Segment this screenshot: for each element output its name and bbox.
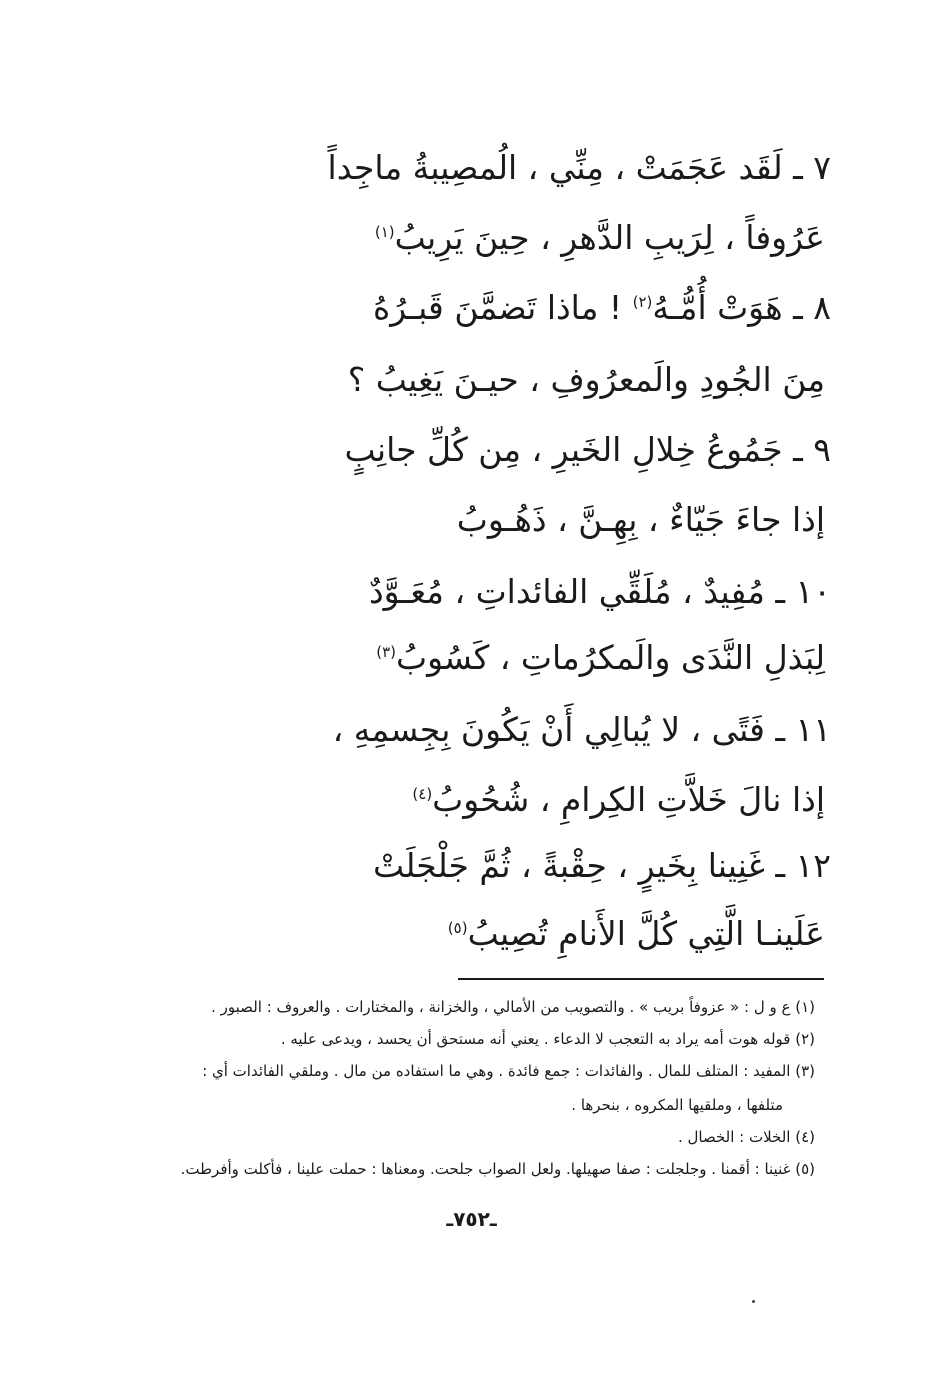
verse-text: عَلَينـا الَّتِي كُلَّ الأَنامِ تُصِيبُ <box>467 914 825 953</box>
footnote-continuation: متلفها ، وملقيها المكروه ، بنحرها . <box>571 1096 783 1114</box>
verse-line <box>333 708 831 752</box>
verse-line <box>375 216 825 260</box>
page-number: ـ٧٥٢ـ <box>446 1207 497 1231</box>
footnote-marker: (٤) <box>412 785 433 803</box>
footnote-marker: (٢) <box>632 293 653 311</box>
verse-line <box>345 428 832 472</box>
footnote: (٤) الخلات : الخصال . <box>677 1128 815 1146</box>
footnote: (٢) قوله هوت أمه يراد به التعجب لا الدعاء . يعني أنه مستحق أن يحسد ، ويدعى عليه . <box>280 1030 815 1048</box>
verse-text: ٨ ـ هَوَتْ أُمُّـهُ <box>652 288 831 327</box>
verse-line <box>373 844 831 888</box>
verse-line <box>448 912 825 956</box>
verse-line <box>369 570 831 614</box>
verse-text-continuation: ! ماذا تَضمَّنَ قَبـرُهُ <box>372 288 633 327</box>
footnote-marker: (٣) <box>376 643 397 661</box>
verse-text: مِنَ الجُودِ والَمعرُوفِ ، حيـنَ يَغِيبُ ؟ <box>347 360 825 399</box>
verse-text: ١٠ ـ مُفِيدٌ ، مُلَقِّي الفائداتِ ، مُعَـوَّدٌ <box>368 572 831 611</box>
verse-text: ١١ ـ فَتًى ، لا يُبالِي أَنْ يَكُونَ بِجِسمِهِ ، <box>332 710 831 749</box>
footnote: (٣) المفيد : المتلف للمال . والفائدات : جمع فائدة . وهي ما استفاده من مال . وملقي الفائدات أي : <box>202 1062 815 1080</box>
verse-text: عَرُوفاً ، لِرَيبِ الدَّهرِ ، حِينَ يَرِيبُ <box>394 218 825 257</box>
footnote-divider <box>458 978 824 980</box>
verse-line <box>328 146 831 190</box>
verse-text: إذا نالَ خَلاَّتِ الكِرامِ ، شُحُوبُ <box>432 780 825 819</box>
verse-text: لِبَذلِ النَّدَى والَمكرُماتِ ، كَسُوبُ <box>396 638 825 677</box>
verse-line <box>373 286 831 330</box>
verse-line <box>376 636 825 680</box>
verse-line <box>457 498 825 542</box>
verse-line <box>348 358 825 402</box>
footnote-marker: (١) <box>374 223 395 241</box>
verse-text: ١٢ ـ غَنِينا بِخَيرٍ ، حِقْبةً ، ثُمَّ جَلْجَلَتْ <box>372 846 831 885</box>
verse-text: ٧ ـ لَقَد عَجَمَتْ ، مِنِّي ، الُمصِيبةُ ماجِداً <box>327 148 831 187</box>
verse-text: ٩ ـ جَمُوعُ خِلالِ الخَيرِ ، مِن كُلِّ جانِبٍ <box>344 430 831 469</box>
footnote-marker: (٥) <box>447 919 468 937</box>
scan-speck <box>752 1300 755 1303</box>
verse-line <box>412 778 825 822</box>
footnote: (١) ع و ل : « عزوفاً بريب » . والتصويب من الأمالي ، والخزانة ، والمختارات . والعروف : الصبور . <box>211 998 815 1016</box>
footnote: (٥) غنينا : أقمنا . وجلجلت : صفا صهيلها. ولعل الصواب جلحت. ومعناها : حملت علينا ، فأكلت وأفرطت. <box>180 1160 815 1178</box>
verse-text: إذا جاءَ جَيّاءٌ ، بِهِـنَّ ، ذَهُـوبُ <box>456 500 825 539</box>
